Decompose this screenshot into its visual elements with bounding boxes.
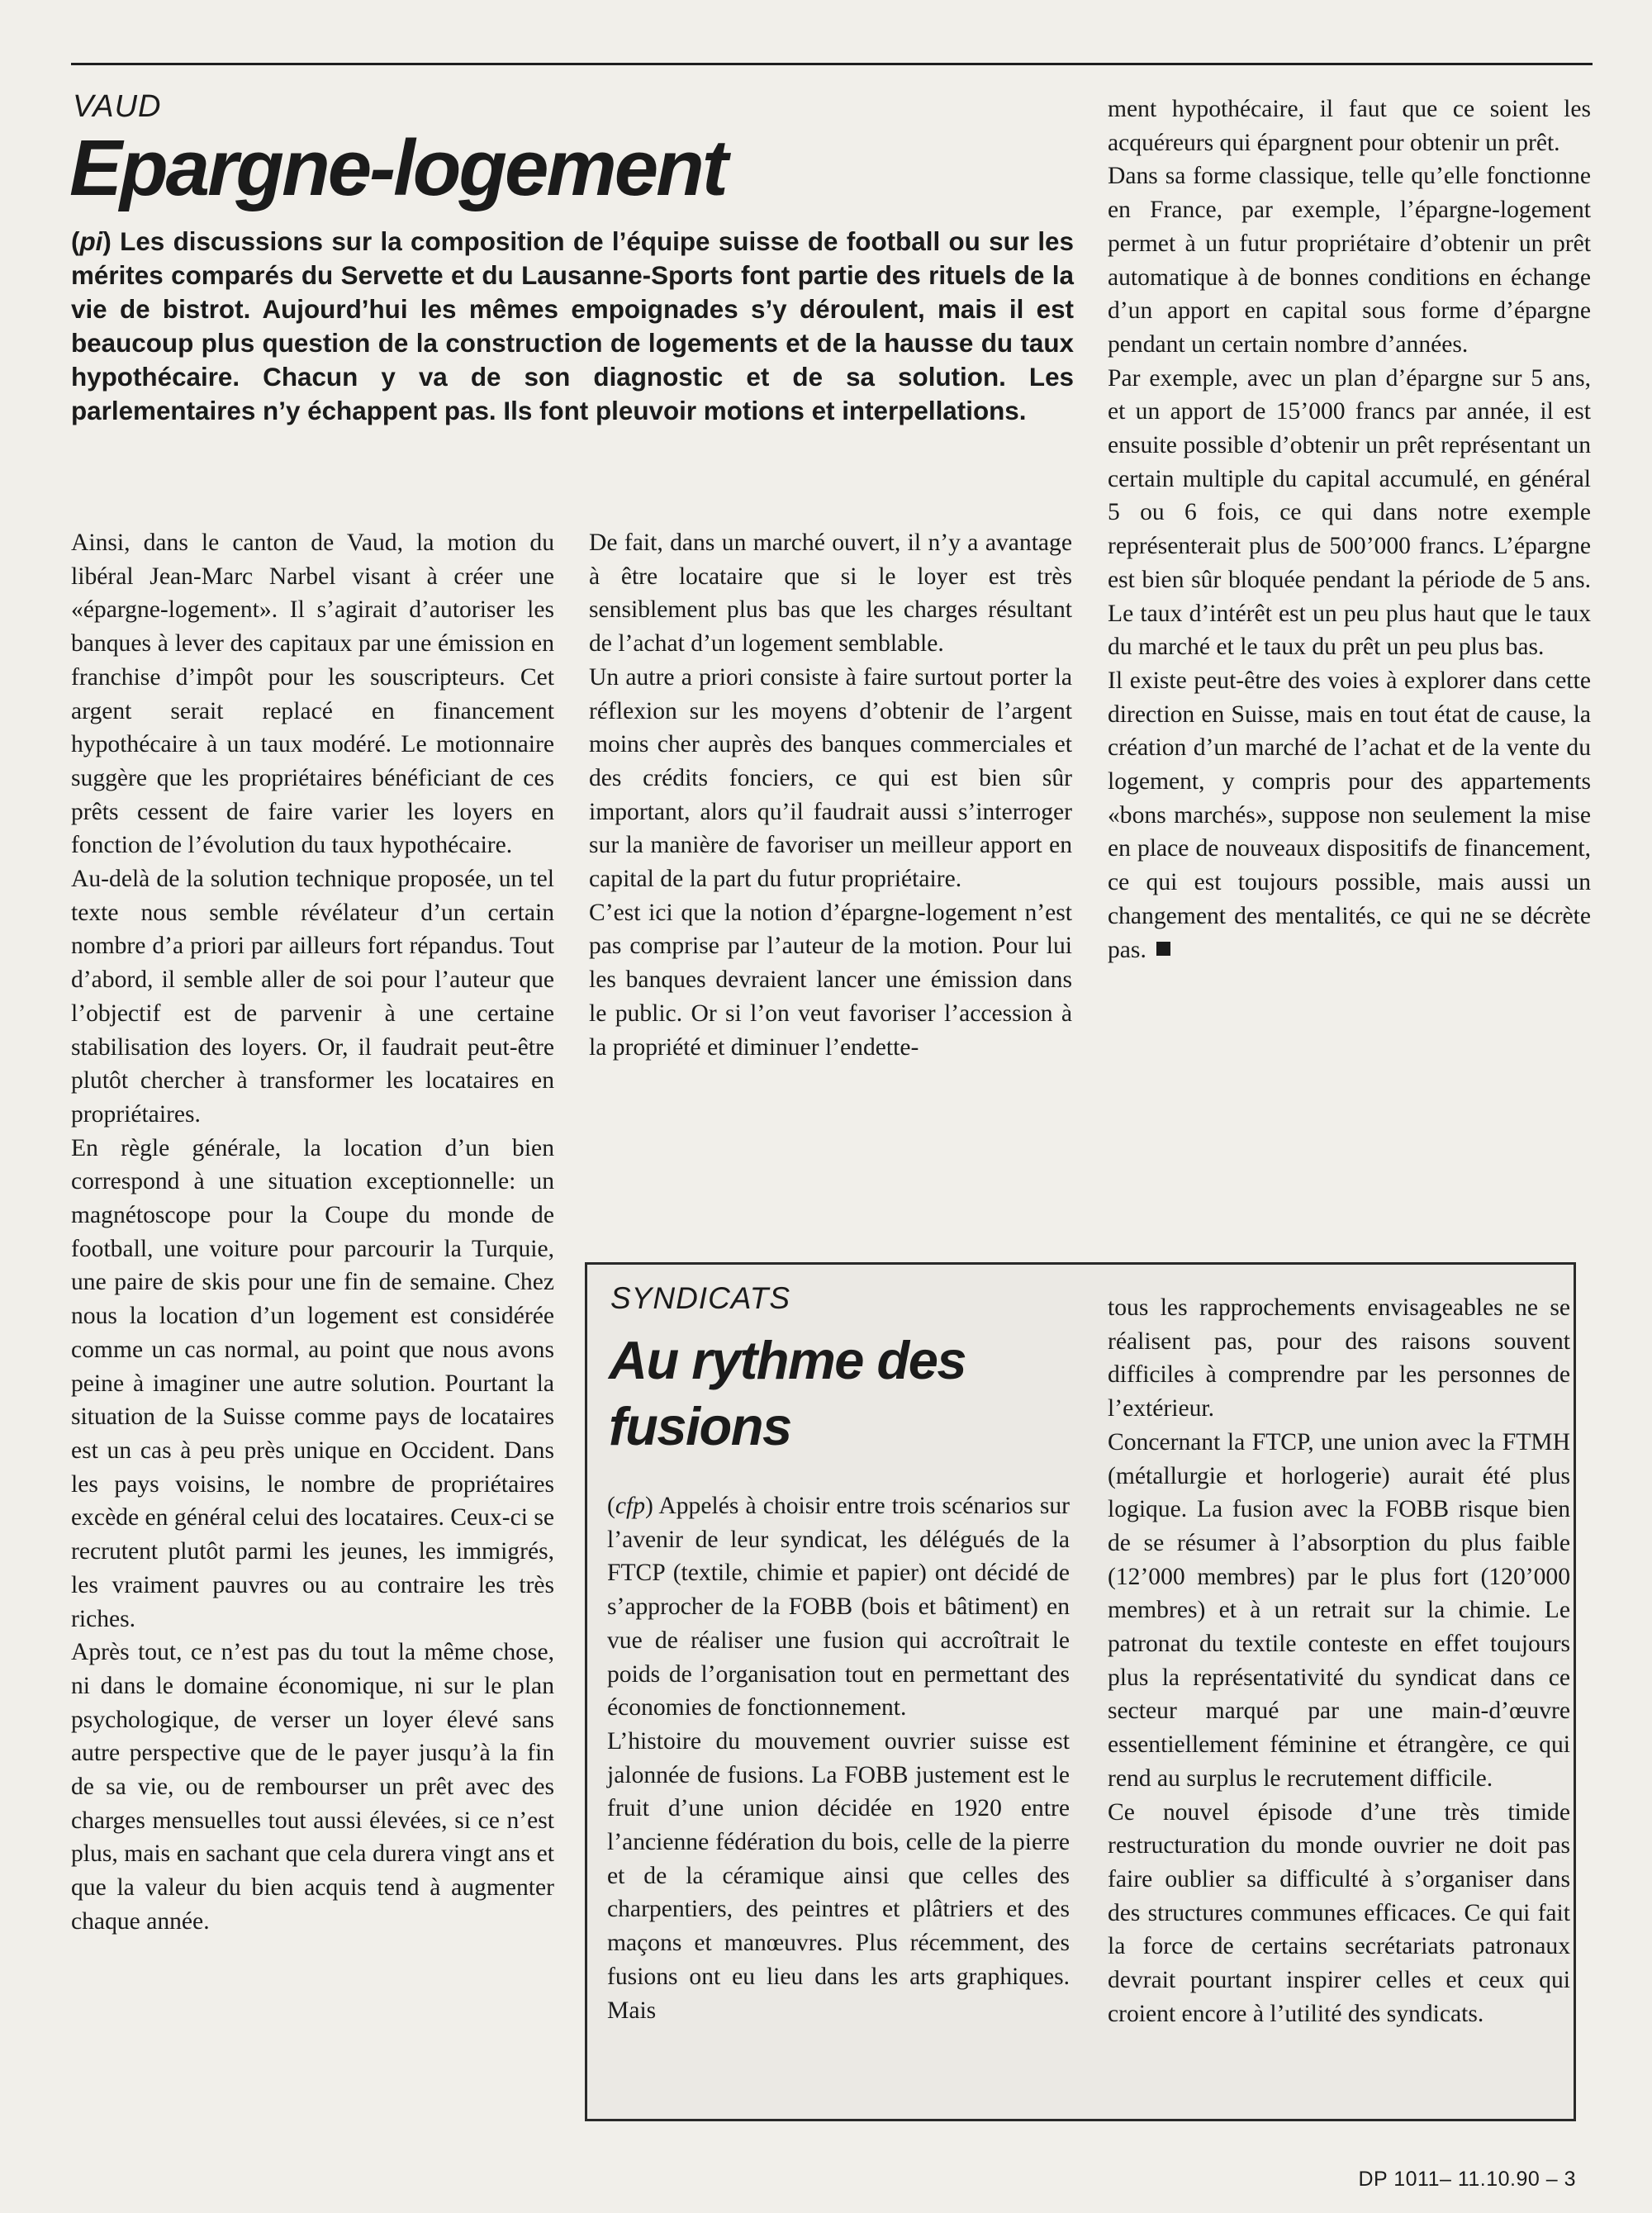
article-column-1	[71, 526, 554, 1939]
page-footer: DP 1011– 11.10.90 – 3	[1358, 2168, 1576, 2191]
paragraph: Après tout, ce n’est pas du tout la même chose, ni dans le domaine économique, ni sur le plan psychologique, de verser un loyer élevé sans autre perspective que de le payer jusqu’à la fin de sa vie, ou de rembourser un prêt avec des charges mensuelles tout aussi élevées, si ce n’est plus, mais en sachant que cela durera vingt ans et que la valeur du bien acquis tend à augmenter chaque année.	[71, 1639, 554, 1935]
box-section-label: SYNDICATS	[610, 1281, 791, 1315]
top-rule	[71, 63, 1593, 65]
paragraph: Ainsi, dans le canton de Vaud, la motion du libéral Jean-Marc Narbel visant à créer une «épargne-logement». Il s’agirait d’autoriser les banques à lever des capitaux par une émission en franchise d’impôt pour les souscripteurs. Cet argent serait replacé en financement hypothécaire à un taux modéré. Le motionnaire suggère que les propriétaires bénéficiant de ces prêts cessent de faire varier les loyers en fonction de l’évolution du taux hypothécaire.	[71, 530, 554, 859]
section-label: VAUD	[73, 89, 162, 124]
boxed-article	[585, 1262, 1576, 2121]
box-column-1	[607, 1489, 1070, 2027]
lead-paragraph: (pi) Les discussions sur la composition de l’équipe suisse de football ou sur les mérites comparés du Servette et du Lausanne-Sports font partie des rituels de la vie de bistrot. Aujourd’hui les mêmes empoignades s’y déroulent, mais il est beaucoup plus question de la construction de logements et de la hausse du taux hypothécaire. Chacun y va de son diagnostic et de sa solution. Les parlementaires n’y échappent pas. Ils font pleuvoir motions et interpellations.	[71, 227, 1074, 425]
end-of-article-mark	[1156, 942, 1170, 956]
paragraph-text: Il existe peut-être des voies à explorer dans cette direction en Suisse, mais en tout état de cause, la création d’un marché de l’achat et de la vente du logement, y compris pour des appartements «bons marchés», suppose non seulement la mise en place de nouveaux dispositifs de financement, ce qui est toujours possible, mais aussi un changement des mentalités, ce qui ne se décrète pas.	[1108, 667, 1591, 963]
box-title-line-1: Au rythme des	[609, 1330, 966, 1390]
box-title-line-2: fusions	[609, 1396, 791, 1456]
paragraph: En règle générale, la location d’un bien correspond à une situation exceptionnelle: un magnétoscope pour la Coupe du monde de football, une voiture pour parcourir la Turquie, une paire de skis pour une fin de semaine. Chez nous la location d’un logement est considérée comme un cas normal, au point que nous avons peine à imaginer une autre solution. Pourtant la situation de la Suisse comme pays de locataires est un cas à peu près unique en Occident. Dans les pays voisins, le nombre de propriétaires excède en général celui des locataires. Ceux-ci se recrutent plutôt parmi les jeunes, les immigrés, les vraiment pauvres ou au contraire les très riches.	[71, 1134, 554, 1632]
box-author-tag: cfp	[615, 1493, 646, 1519]
paragraph-last	[1108, 664, 1591, 966]
lead-text: Les discussions sur la composition de l’équipe suisse de football ou sur les mérites comparés du Servette et du Lausanne-Sports font partie des rituels de la vie de bistrot. Aujourd’hui les mêmes empoignades s’y déroulent, mais il est beaucoup plus question de la construction de logements et de la hausse du taux hypothécaire. Chacun y va de son diagnostic et de sa solution. Les parlementaires n’y échappent pas. Ils font pleuvoir motions et interpellations.	[71, 227, 1074, 425]
paragraph-text: Appelés à choisir entre trois scénarios sur l’avenir de leur syndicat, les délégués de la FTCP (textile, chimie et papier) ont décidé de s’approcher de la FOBB (bois et bâtiment) en vue de réaliser une fusion qui accroîtrait le poids de l’organisation tout en permettant des économies de fonctionnement.	[607, 1493, 1070, 1721]
paragraph: ment hypothécaire, il faut que ce soient les acquéreurs qui épargnent pour obtenir un prêt.	[1108, 96, 1591, 156]
paragraph: De fait, dans un marché ouvert, il n’y a avantage à être locataire que si le loyer est très sensiblement plus bas que les charges résultant de l’achat d’un logement semblable.	[589, 530, 1072, 658]
paragraph: L’histoire du mouvement ouvrier suisse est jalonnée de fusions. La FOBB justement est le fruit d’une union décidée en 1920 entre l’ancienne fédération du bois, celle de la pierre et de la céramique ainsi que celles des charpentiers, des peintres et plâtriers et des maçons et manœuvres. Plus récemment, des fusions ont eu lieu dans les arts graphiques. Mais	[607, 1727, 1070, 2024]
paragraph: Concernant la FTCP, une union avec la FTMH (métallurgie et horlogerie) aurait été plus logique. La fusion avec la FOBB risque bien de se résumer à l’absorption du plus faible (12’000 membres) par le plus fort (120’000 membres) et à un retrait sur la chimie. Le patronat du textile conteste en effet toujours plus la représentativité du syndicat dans ce secteur marqué par une main-d’œuvre essentiellement féminine et étrangère, ce qui rend au surplus le recrutement difficile.	[1108, 1428, 1570, 1792]
article-title: Epargne-logement	[69, 124, 726, 212]
paragraph: Ce nouvel épisode d’une très timide restructuration du monde ouvrier ne doit pas faire oublier sa difficulté à s’organiser dans des structures communes efficaces. Ce qui fait la force de certains secrétariats patronaux devrait pourtant inspirer celles et ceux qui croient encore à l’utilité des syndicats.	[1108, 1798, 1570, 2027]
paragraph: Par exemple, avec un plan d’épargne sur 5 ans, et un apport de 15’000 francs par année, il est ensuite possible d’obtenir un prêt représentant un certain multiple du capital accumulé, en général 5 ou 6 fois, ce qui dans notre exemple représenterait plus de 500’000 francs. L’épargne est bien sûr bloquée pendant la période de 5 ans. Le taux d’intérêt est un peu plus haut que le taux du marché et le taux du prêt un peu plus bas.	[1108, 364, 1591, 661]
lead-author-tag: pi	[79, 227, 103, 256]
paragraph: Un autre a priori consiste à faire surtout porter la réflexion sur les moyens d’obtenir de l’argent moins cher auprès des banques commerciales et des crédits fonciers, ce qui est bien sûr important, alors qu’il faudrait aussi s’interroger sur la manière de favoriser un meilleur apport en capital de la part du futur propriétaire.	[589, 663, 1072, 893]
box-column-2	[1108, 1291, 1570, 2030]
paragraph: Au-delà de la solution technique proposée, un tel texte nous semble révélateur d’un certain nombre d’a priori par ailleurs fort répandus. Tout d’abord, il semble aller de soi pour l’auteur que l’objectif est de parvenir à une certaine stabilisation des loyers. Or, il faudrait peut-être plutôt chercher à transformer les locataires en propriétaires.	[71, 866, 554, 1128]
paragraph: tous les rapprochements envisageables ne se réalisent pas, pour des raisons souvent difficiles à comprendre par les personnes de l’extérieur.	[1108, 1294, 1570, 1422]
box-article-title	[609, 1327, 966, 1460]
article-column-3	[1108, 93, 1591, 966]
paragraph: C’est ici que la notion d’épargne-logement n’est pas comprise par l’auteur de la motion. Pour lui les banques devraient lancer une émission dans le public. Or si l’on veut favoriser l’accession à la propriété et diminuer l’endette-	[589, 899, 1072, 1061]
paragraph: Dans sa forme classique, telle qu’elle fonctionne en France, par exemple, l’épargne-logement permet à un futur propriétaire d’obtenir un prêt automatique à de bonnes conditions en échange d’un apport en capital sous forme d’épargne pendant un certain nombre d’années.	[1108, 163, 1591, 358]
article-column-2	[589, 526, 1072, 1064]
paragraph-first: (cfp) Appelés à choisir entre trois scénarios sur l’avenir de leur syndicat, les délégués de la FTCP (textile, chimie et papier) ont décidé de s’approcher de la FOBB (bois et bâtiment) en vue de réaliser une fusion qui accroîtrait le poids de l’organisation tout en permettant des économies de fonctionnement.	[607, 1493, 1070, 1721]
